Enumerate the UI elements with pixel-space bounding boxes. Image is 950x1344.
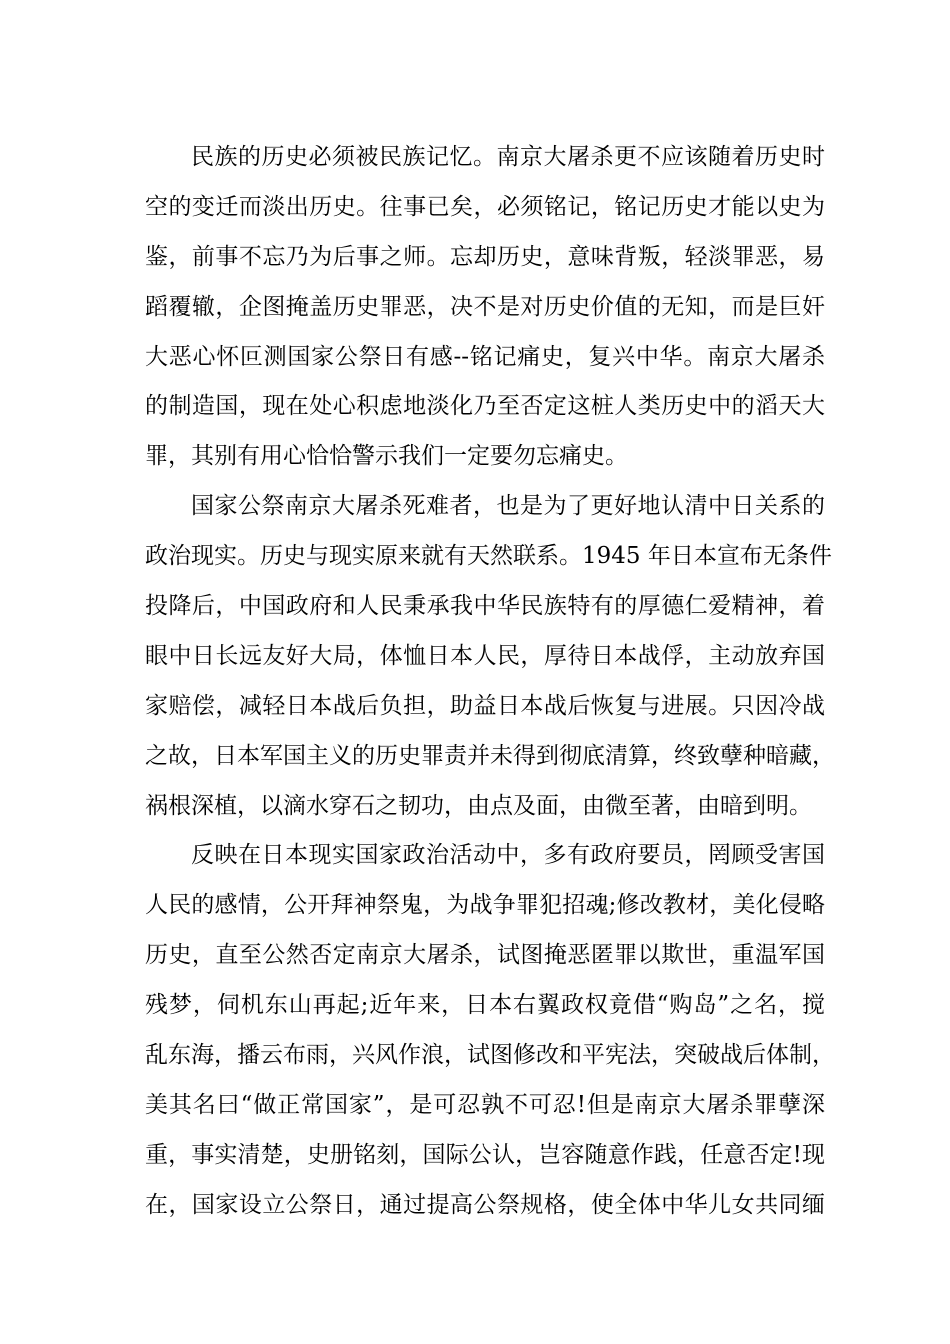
text-line: 人民的感情，公开拜神祭鬼，为战争罪犯招魂;修改教材，美化侵略 — [145, 892, 825, 919]
text-line: 大恶心怀叵测国家公祭日有感--铭记痛史，复兴中华。南京大屠杀 — [145, 343, 825, 370]
text-line: 投降后，中国政府和人民秉承我中华民族特有的厚德仁爱精神，着 — [145, 593, 825, 620]
text-line: 民族的历史必须被民族记忆。南京大屠杀更不应该随着历史时 — [191, 144, 825, 170]
text-line: 国家公祭南京大屠杀死难者，也是为了更好地认清中日关系的 — [191, 493, 825, 520]
text-line: 家赔偿，减轻日本战后负担，助益日本战后恢复与进展。只因冷战 — [145, 692, 825, 719]
text-line: 的制造国，现在处心积虑地淡化乃至否定这桩人类历史中的滔天大 — [145, 393, 825, 420]
text-line: 美其名曰“做正常国家”，是可忍孰不可忍!但是南京大屠杀罪孽深 — [145, 1091, 825, 1118]
text-line: 在，国家设立公祭日，通过提高公祭规格，使全体中华儿女共同缅 — [145, 1191, 825, 1218]
text-line: 政治现实。历史与现实原来就有天然联系。1945 年日本宣布无条件 — [145, 543, 832, 570]
text-line: 反映在日本现实国家政治活动中，多有政府要员，罔顾受害国 — [191, 842, 825, 869]
text-line: 眼中日长远友好大局，体恤日本人民，厚待日本战俘，主动放弃国 — [145, 642, 825, 669]
text-line: 残梦，伺机东山再起;近年来，日本右翼政权竟借“购岛”之名，搅 — [145, 992, 825, 1019]
text-line: 重，事实清楚，史册铭刻，国际公认，岂容随意作践，任意否定!现 — [145, 1141, 825, 1168]
body-text — [145, 133, 835, 1231]
paragraph-2 — [145, 482, 835, 831]
text-line: 之故，日本军国主义的历史罪责并未得到彻底清算，终致孽种暗藏， — [145, 742, 835, 769]
paragraph-1 — [145, 133, 825, 482]
text-line: 罪，其别有用心恰恰警示我们一定要勿忘痛史。 — [145, 443, 628, 470]
text-line: 历史，直至公然否定南京大屠杀，试图掩恶匿罪以欺世，重温军国 — [145, 942, 825, 969]
text-line: 空的变迁而淡出历史。往事已矣，必须铭记，铭记历史才能以史为 — [145, 193, 825, 220]
text-line: 祸根深植，以滴水穿石之韧功，由点及面，由微至著，由暗到明。 — [145, 792, 812, 819]
text-line: 鉴，前事不忘乃为后事之师。忘却历史，意味背叛，轻淡罪恶，易 — [145, 243, 825, 270]
paragraph-3 — [145, 831, 835, 1230]
text-line: 蹈覆辙，企图掩盖历史罪恶，决不是对历史价值的无知，而是巨奸 — [145, 293, 825, 320]
text-line: 乱东海，播云布雨，兴风作浪，试图修改和平宪法，突破战后体制， — [145, 1042, 835, 1069]
